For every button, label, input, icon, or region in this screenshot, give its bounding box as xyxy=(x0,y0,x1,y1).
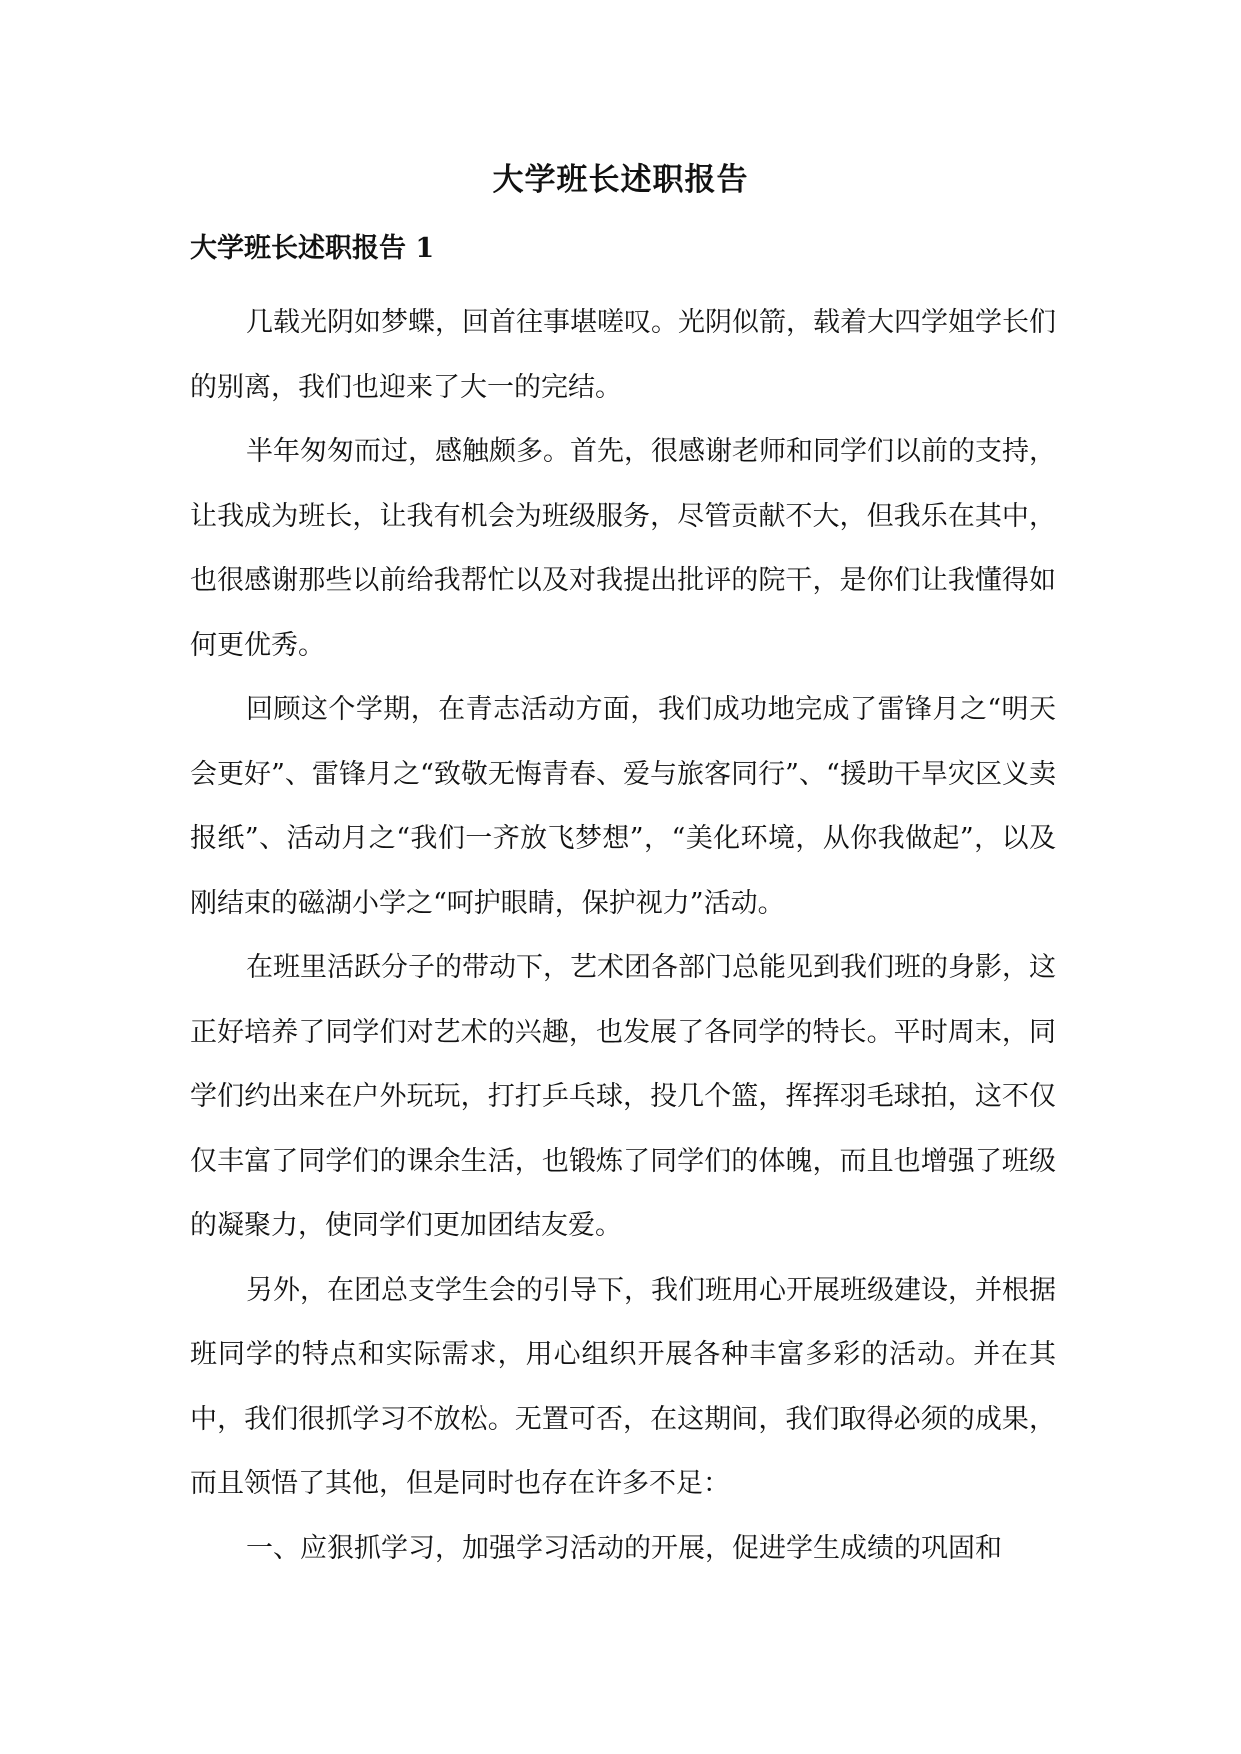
paragraph-1: 几载光阴如梦蝶，回首往事堪嗟叹。光阴似箭，载着大四学姐学长们的别离，我们也迎来了大一的完结。 xyxy=(190,307,1056,403)
document-body xyxy=(190,291,1056,1581)
paragraph-4: 在班里活跃分子的带动下，艺术团各部门总能见到我们班的身影，这正好培养了同学们对艺术的兴趣，也发展了各同学的特长。平时周末，同学们约出来在户外玩玩，打打乒乓球，投几个篮，挥挥羽毛球拍，这不仅仅丰富了同学们的课余生活，也锻炼了同学们的体魄，而且也增强了班级的凝聚力，使同学们更加团结友爱。 xyxy=(190,952,1056,1241)
document-title: 大学班长述职报告 xyxy=(492,162,749,198)
paragraph-2: 半年匆匆而过，感触颇多。首先，很感谢老师和同学们以前的支持，让我成为班长，让我有机会为班级服务，尽管贡献不大，但我乐在其中，也很感谢那些以前给我帮忙以及对我提出批评的院干，是你们让我懂得如何更优秀。 xyxy=(190,436,1056,661)
paragraph-6: 一、应狠抓学习，加强学习活动的开展，促进学生成绩的巩固和 xyxy=(246,1532,1002,1564)
document-subtitle: 大学班长述职报告 1 xyxy=(190,233,435,264)
paragraph-5: 另外，在团总支学生会的引导下，我们班用心开展班级建设，并根据班同学的特点和实际需求，用心组织开展各种丰富多彩的活动。并在其中，我们很抓学习不放松。无置可否，在这期间，我们取得必须的成果，而且领悟了其他，但是同时也存在许多不足： xyxy=(190,1274,1056,1499)
paragraph-3: 回顾这个学期，在青志活动方面，我们成功地完成了雷锋月之“明天会更好”、雷锋月之“致敬无悔青春、爱与旅客同行”、“援助干旱灾区义卖报纸”、活动月之“我们一齐放飞梦想”，“美化环境，从你我做起”，以及刚结束的磁湖小学之“呵护眼睛，保护视力”活动。 xyxy=(190,694,1056,919)
